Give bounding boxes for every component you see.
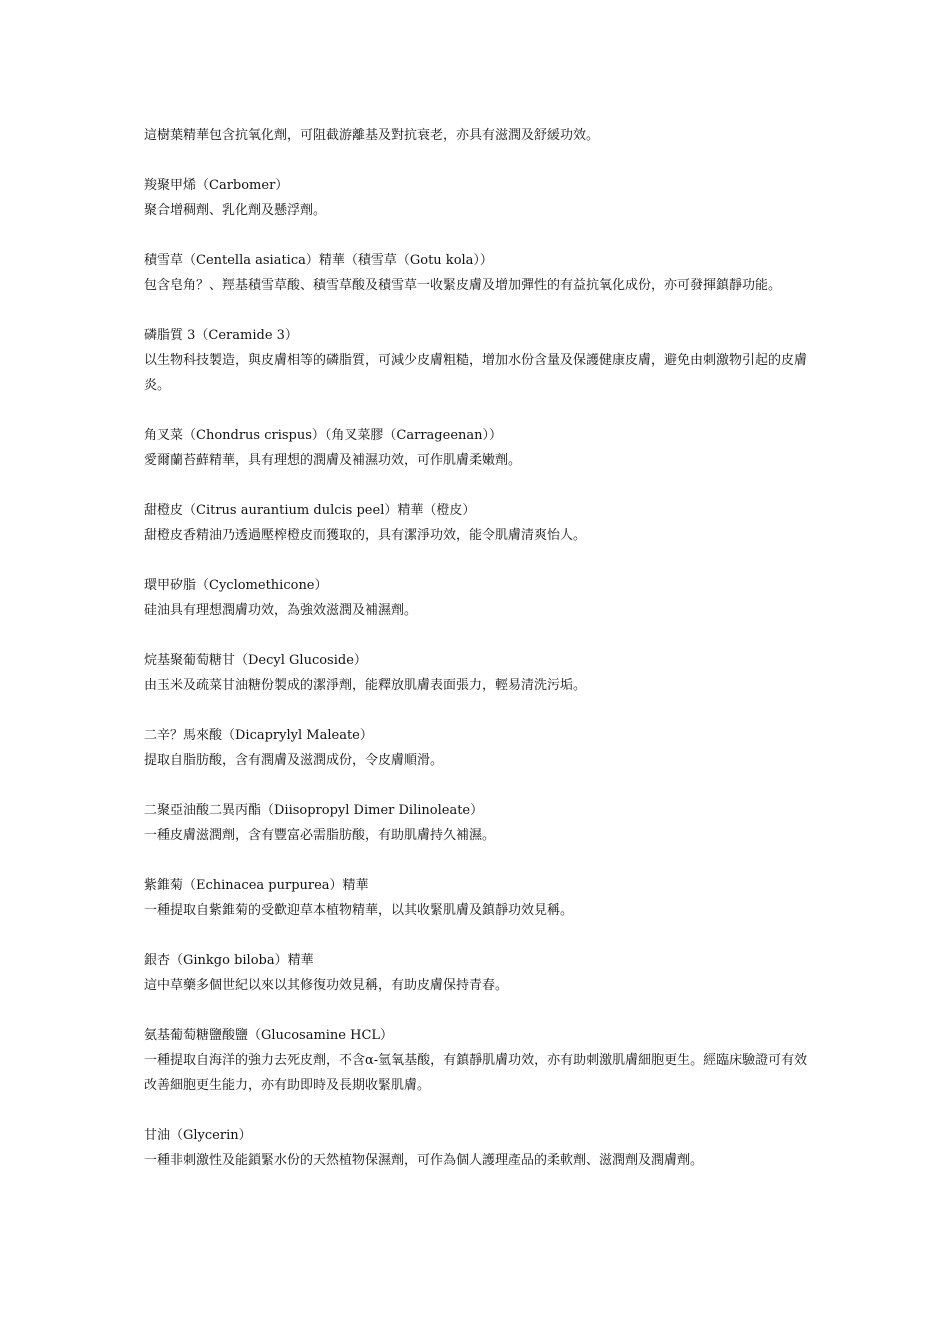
ingredient-title: 羧聚甲烯（Carbomer） [144, 178, 289, 193]
ingredient-entry [144, 873, 810, 923]
ingredient-title: 磷脂質 3（Ceramide 3） [144, 328, 298, 343]
document-page [144, 123, 810, 1198]
ingredient-entry [144, 173, 810, 223]
ingredient-description: 聚合增稠劑、乳化劑及懸浮劑。 [144, 203, 327, 218]
ingredient-entry [144, 648, 810, 698]
ingredient-entry [144, 323, 810, 398]
intro-paragraph: 這樹葉精華包含抗氧化劑，可阻截游離基及對抗衰老，亦具有滋潤及舒緩功效。 [144, 128, 600, 143]
ingredient-description: 甜橙皮香精油乃透過壓榨橙皮而獲取的，具有潔淨功效，能令肌膚清爽怡人。 [144, 528, 587, 543]
ingredient-title: 角叉菜（Chondrus crispus）（角叉菜膠（Carrageenan）） [144, 428, 503, 443]
ingredient-description: 以生物科技製造，與皮膚相等的磷脂質，可減少皮膚粗糙，增加水份含量及保護健康皮膚，避免由刺激物引起的皮膚炎。 [144, 353, 808, 393]
ingredient-entry [144, 498, 810, 548]
ingredient-title: 二聚亞油酸二異丙酯（Diisopropyl Dimer Dilinoleate） [144, 803, 484, 818]
ingredient-entry [144, 798, 810, 848]
ingredient-title: 烷基聚葡萄糖甘（Decyl Glucoside） [144, 653, 367, 668]
ingredient-title: 環甲矽脂（Cyclomethicone） [144, 578, 328, 593]
ingredient-entry [144, 1123, 810, 1173]
ingredient-description: 包含皂角？、羥基積雪草酸、積雪草酸及積雪草一收緊皮膚及增加彈性的有益抗氧化成份，亦可發揮鎮靜功能。 [144, 278, 782, 293]
ingredient-title: 銀杏（Ginkgo biloba）精華 [144, 953, 314, 968]
ingredient-entry [144, 423, 810, 473]
ingredient-description: 這中草藥多個世紀以來以其修復功效見稱，有助皮膚保持青春。 [144, 978, 509, 993]
ingredient-title: 甘油（Glycerin） [144, 1128, 252, 1143]
ingredient-entry [144, 248, 810, 298]
ingredient-description: 提取自脂肪酸，含有潤膚及滋潤成份，令皮膚順滑。 [144, 753, 444, 768]
ingredient-title: 積雪草（Centella asiatica）精華（積雪草（Gotu kola）） [144, 253, 493, 268]
ingredient-title: 二辛？馬來酸（Dicaprylyl Maleate） [144, 728, 373, 743]
ingredient-entry [144, 948, 810, 998]
ingredient-title: 甜橙皮（Citrus aurantium dulcis peel）精華（橙皮） [144, 503, 476, 518]
ingredient-description: 一種皮膚滋潤劑，含有豐富必需脂肪酸，有助肌膚持久補濕。 [144, 828, 496, 843]
ingredient-description: 由玉米及疏菜甘油糖份製成的潔淨劑，能釋放肌膚表面張力，輕易清洗污垢。 [144, 678, 587, 693]
ingredient-description: 愛爾蘭苔蘚精華，具有理想的潤膚及補濕功效，可作肌膚柔嫩劑。 [144, 453, 522, 468]
ingredient-description: 硅油具有理想潤膚功效，為強效滋潤及補濕劑。 [144, 603, 418, 618]
ingredient-entry [144, 723, 810, 773]
ingredient-title: 氨基葡萄糖鹽酸鹽（Glucosamine HCL） [144, 1028, 394, 1043]
ingredient-description: 一種提取自海洋的強力去死皮劑，不含α-氫氧基酸，有鎮靜肌膚功效，亦有助刺激肌膚細胞更生。經臨床驗證可有效改善細胞更生能力，亦有助即時及長期收緊肌膚。 [144, 1053, 808, 1093]
ingredient-entry [144, 1023, 810, 1098]
ingredient-entry [144, 573, 810, 623]
ingredient-description: 一種提取自紫錐菊的受歡迎草本植物精華，以其收緊肌膚及鎮靜功效見稱。 [144, 903, 574, 918]
ingredient-description: 一種非刺激性及能鎖緊水份的天然植物保濕劑，可作為個人護理產品的柔軟劑、滋潤劑及潤膚劑。 [144, 1153, 704, 1168]
ingredient-title: 紫錐菊（Echinacea purpurea）精華 [144, 878, 369, 893]
